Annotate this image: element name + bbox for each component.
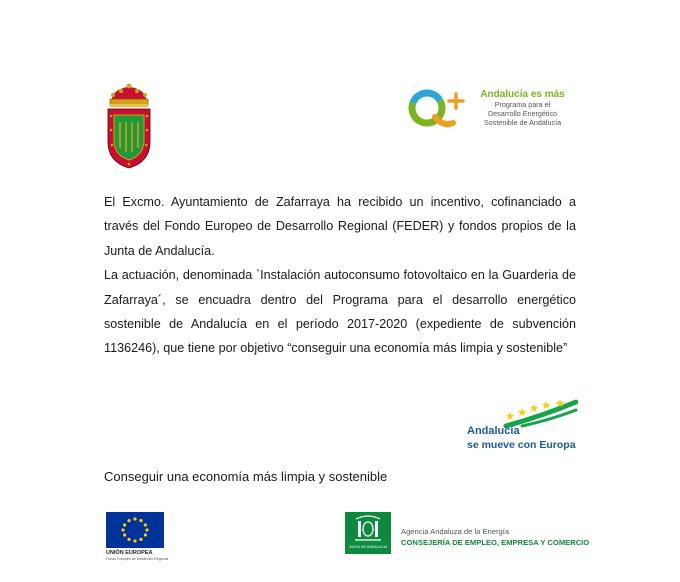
paragraph-2: La actuación, denominada `Instalación autoconsumo fotovoltaico en la Guarderia de Zafarraya´, se encuadra dentro del Programa para el desarrollo energético sostenible de Andalucía en el período 2017-2020 (expediente de subvención 1136246), que tiene por objetivo “conseguir una economía más limpia y sostenible” — [104, 268, 576, 356]
a-plus-icon — [405, 85, 465, 131]
se-mueve-con-europa-label: se mueve con Europa — [467, 439, 576, 451]
aem-line-2: Desarrollo Energético — [487, 109, 558, 118]
aem-line-1: Programa para el — [494, 100, 551, 109]
agency-label: Agencia Andaluza de la Energía — [401, 527, 510, 536]
eu-flag-icon — [106, 512, 164, 548]
andalucia-label: Andalucía — [467, 425, 520, 437]
andalucia-es-mas-title: Andalucía es más — [480, 89, 565, 100]
aem-line-3: Sostenible de Andalucía — [483, 118, 562, 127]
junta-emblem-icon — [345, 512, 391, 554]
paragraph-1: El Excmo. Ayuntamiento de Zafarraya ha recibido un incentivo, cofinanciado a través del Fondo Europeo de Desarrollo Regional (FEDER) y fondos propios de la Junta de Andalucía. — [104, 195, 576, 258]
stars-swoosh-icon — [502, 398, 578, 428]
eu-label: UNIÓN EUROPEA — [106, 550, 153, 556]
coat-of-arms-icon — [104, 82, 154, 170]
andalucia-se-mueve-con-europa-logo — [466, 398, 578, 456]
andalucia-es-mas-logo — [405, 85, 575, 135]
consejeria-label: CONSEJERÍA DE EMPLEO, EMPRESA Y COMERCIO — [401, 538, 590, 547]
junta-block — [345, 512, 590, 554]
eu-block — [106, 512, 169, 564]
slogan: Conseguir una economía más limpia y sostenible — [104, 469, 388, 484]
eu-sub-label: Fondo Europeo de Desarrollo Regional — [106, 557, 169, 561]
junta-name: JUNTA DE ANDALUCIA — [348, 545, 388, 549]
announcement-text — [104, 190, 576, 361]
